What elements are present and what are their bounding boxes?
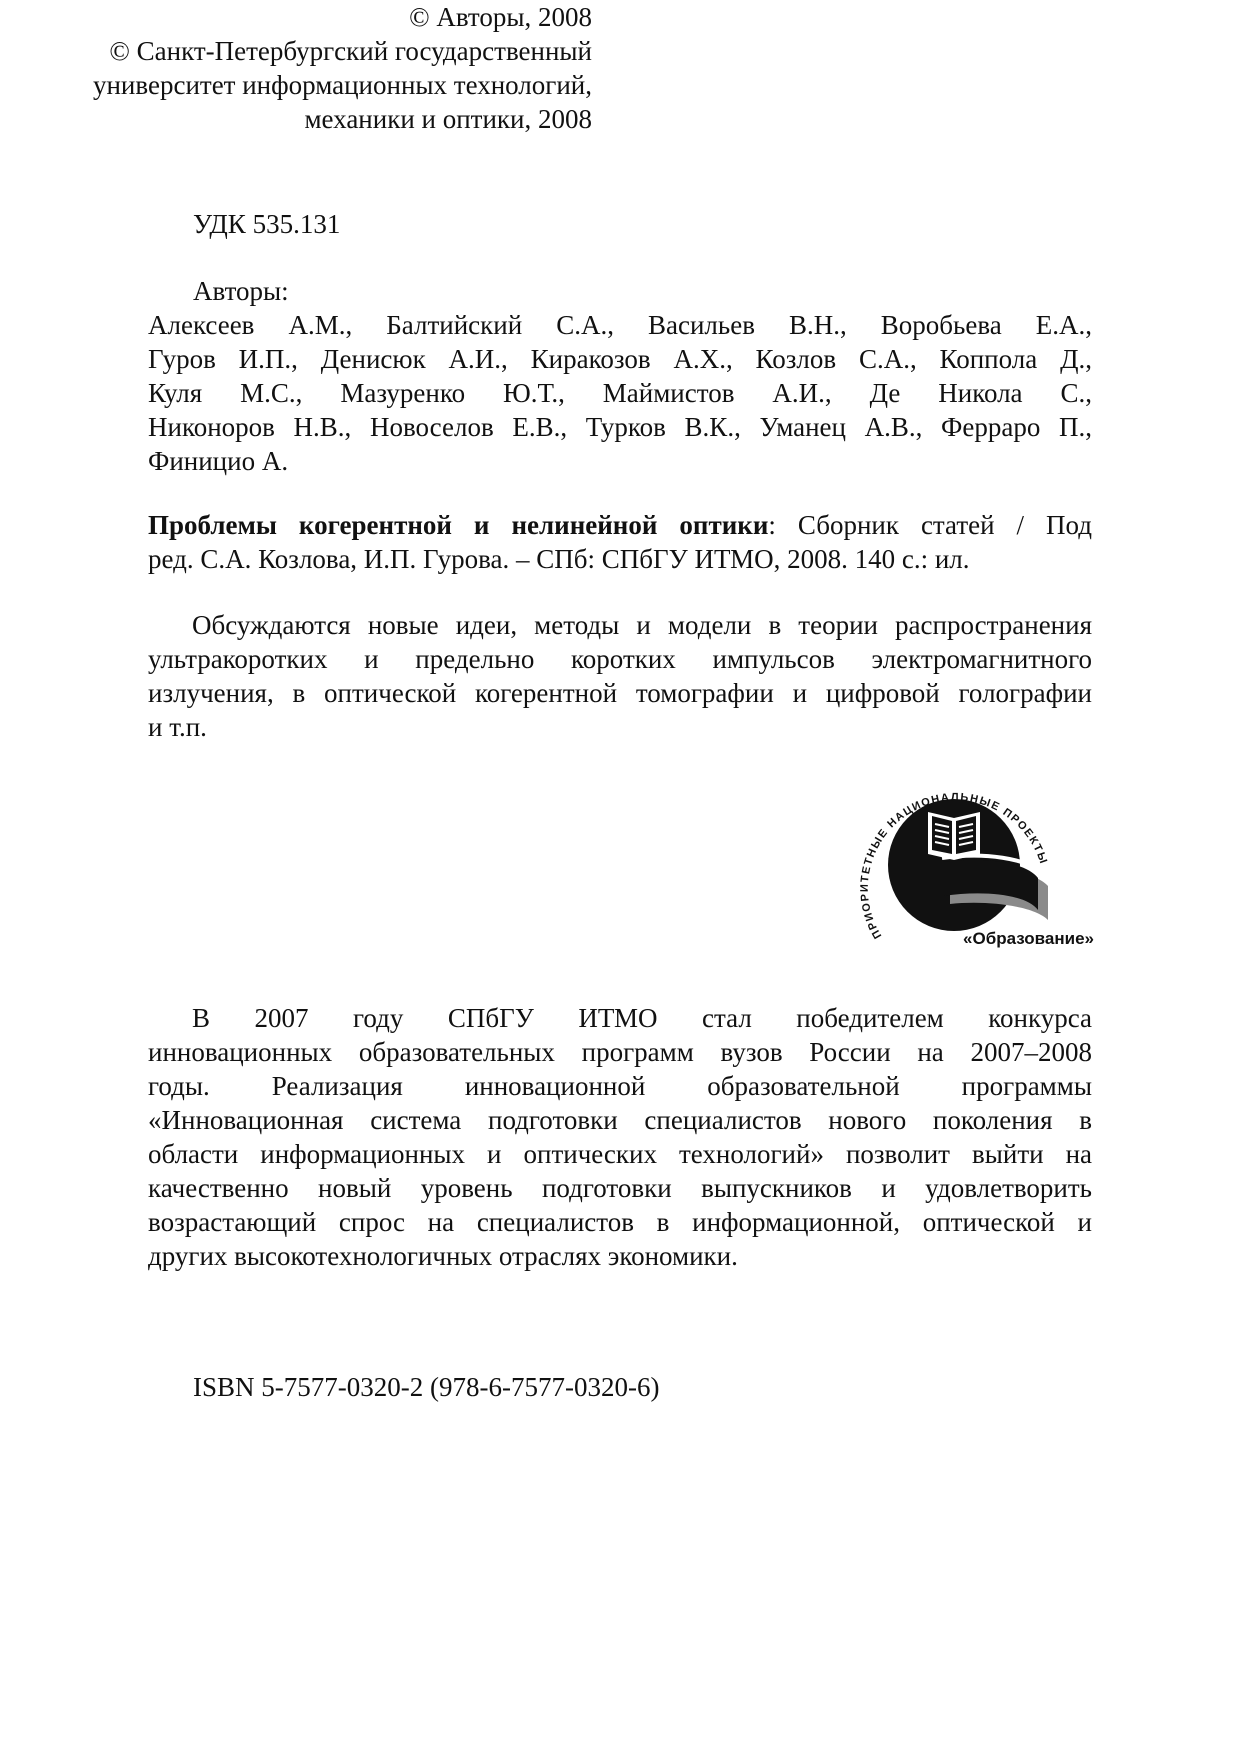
authors-list [148,308,1092,478]
copyright-line: © Авторы, 2008 [409,2,592,32]
biblio-line-1 [148,508,1092,542]
abstract-line: излучения, в оптической когерентной томографии и цифровой голографии [148,678,1092,708]
authors-line: Алексеев А.М., Балтийский С.А., Васильев В.Н., Воробьева Е.А., [148,310,1092,340]
copyright-line: университет информационных технологий, [92,70,592,100]
logo-graphic [838,770,1100,966]
authors-line: Гуров И.П., Денисюк А.И., Киракозов А.Х., Козлов С.А., Коппола Д., [148,344,1092,374]
program-line: годы. Реализация инновационной образовательной программы [148,1071,1092,1101]
book-title: Проблемы когерентной и нелинейной оптики [148,510,769,540]
authors-line: Куля М.С., Мазуренко Ю.Т., Маймистов А.И., Де Никола С., [148,378,1092,408]
program-line: других высокотехнологичных отраслях экономики. [148,1241,738,1271]
authors-line: Финицио А. [148,446,289,476]
logo-caption: «Образование» [963,929,1094,948]
copyright-line: © Санкт-Петербургский государственный [109,36,592,66]
abstract [148,608,1092,744]
national-projects-logo [838,770,1100,966]
abstract-line: ультракоротких и предельно коротких импульсов электромагнитного [148,644,1092,674]
isbn: ISBN 5-7577-0320-2 (978-6-7577-0320-6) [193,1372,660,1402]
program-line: «Инновационная система подготовки специалистов нового поколения в [148,1105,1092,1135]
program-line: качественно новый уровень подготовки выпускников и удовлетворить [148,1173,1092,1203]
abstract-line: и т.п. [148,712,207,742]
book-icon [928,812,980,860]
program-line: возрастающий спрос на специалистов в информационной, оптической и [148,1207,1092,1237]
program-line: области информационных и оптических технологий» позволит выйти на [148,1139,1092,1169]
copyright-line: механики и оптики, 2008 [304,104,592,134]
logo-arc-text: ПРИОРИТЕТНЫЕ НАЦИОНАЛЬНЫЕ ПРОЕКТЫ [858,791,1050,941]
biblio-line-1-rest: : Сборник статей / Под [768,510,1092,540]
authors-line: Никоноров Н.В., Новоселов Е.В., Турков В.К., Уманец А.В., Ферраро П., [148,412,1092,442]
authors-label: Авторы: [193,276,289,306]
abstract-line: Обсуждаются новые идеи, методы и модели в теории распространения [192,610,1092,640]
udk-code: УДК 535.131 [193,209,341,239]
bibliographic-record [148,508,1092,576]
program-line: инновационных образовательных программ вузов России на 2007–2008 [148,1037,1092,1067]
program-line: В 2007 году СПбГУ ИТМО стал победителем конкурса [192,1003,1092,1033]
copyright-block [0,0,592,136]
biblio-line-2: ред. С.А. Козлова, И.П. Гурова. – СПб: СПбГУ ИТМО, 2008. 140 с.: ил. [148,544,970,574]
program-paragraph [148,1001,1092,1273]
